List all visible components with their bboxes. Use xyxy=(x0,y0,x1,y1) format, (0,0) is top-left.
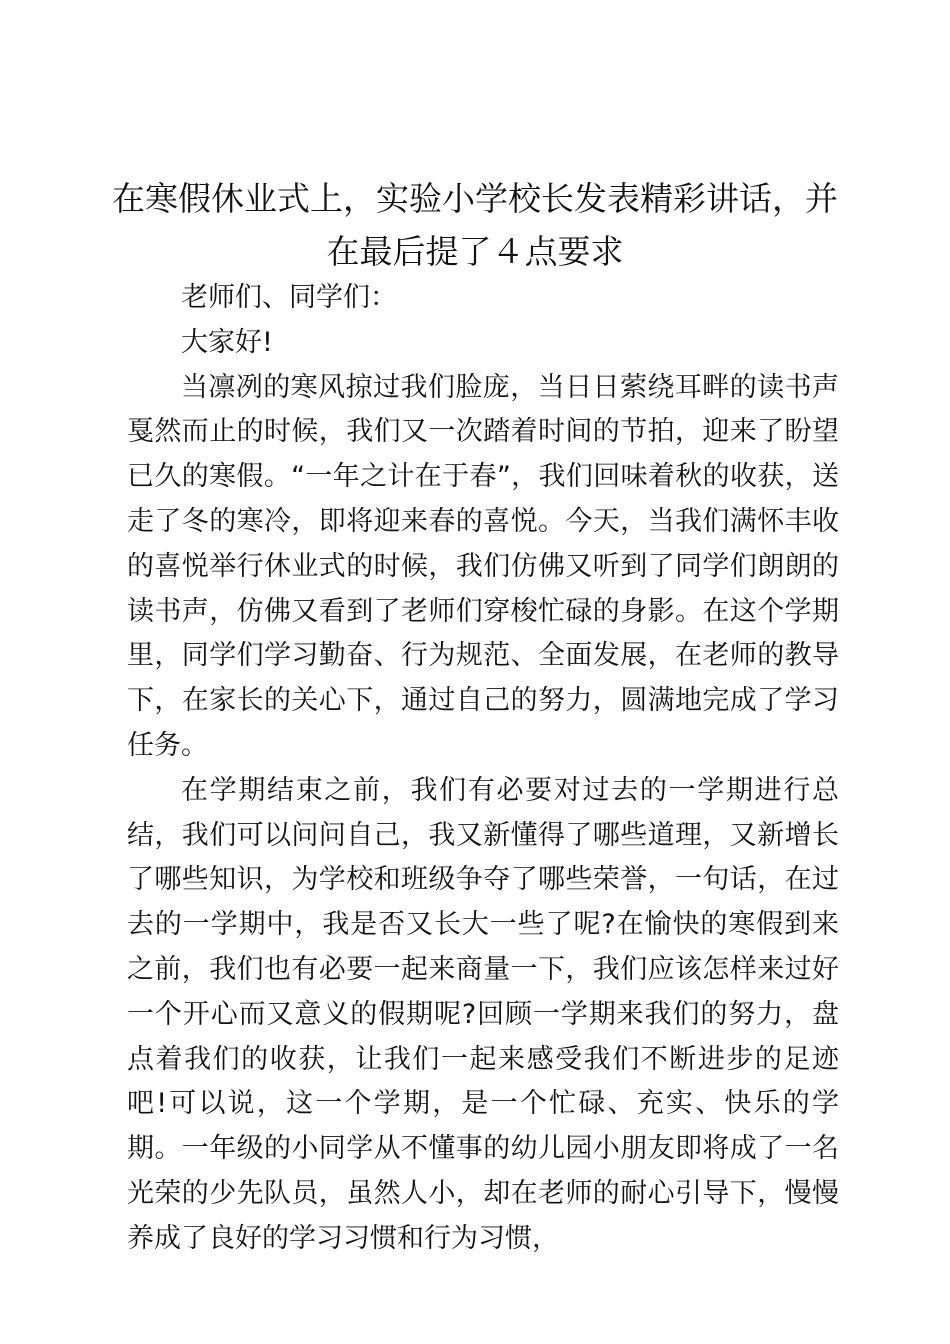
document-body xyxy=(127,276,839,1262)
greeting-hello: 大家好! xyxy=(181,326,273,358)
paragraph: 在学期结束之前，我们有必要对过去的一学期进行总结，我们可以问问自己，我又新懂得了哪些道理，又新增长了哪些知识，为学校和班级争夺了哪些荣誉，一句话，在过去的一学期中，我是否又长大一些了呢?在愉快的寒假到来之前，我们也有必要一起来商量一下，我们应该怎样来过好一个开心而又意义的假期呢?回顾一学期来我们的努力，盘点着我们的收获，让我们一起来感受我们不断进步的足迹吧!可以说，这一个学期，是一个忙碌、充实、快乐的学期。一年级的小同学从不懂事的幼儿园小朋友即将成了一名光荣的少先队员，虽然人小，却在老师的耐心引导下，慢慢养成了良好的学习习惯和行为习惯， xyxy=(127,774,839,1254)
document-title: 在寒假休业式上，实验小学校长发表精彩讲话，并在最后提了４点要求 xyxy=(112,179,838,271)
greeting-line: 老师们、同学们： xyxy=(181,282,397,313)
paragraph: 当凛冽的寒风掠过我们脸庞，当日日萦绕耳畔的读书声戛然而止的时候，我们又一次踏着时间的节拍，迎来了盼望已久的寒假。“一年之计在于春”，我们回味着秋的收获，送走了冬的寒冷，即将迎来春的喜悦。今天，当我们满怀丰收的喜悦举行休业式的时候，我们仿佛又听到了同学们朗朗的读书声，仿佛又看到了老师们穿梭忙碌的身影。在这个学期里，同学们学习勤奋、行为规范、全面发展，在老师的教导下，在家长的关心下，通过自己的努力，圆满地完成了学习任务。 xyxy=(127,371,839,761)
